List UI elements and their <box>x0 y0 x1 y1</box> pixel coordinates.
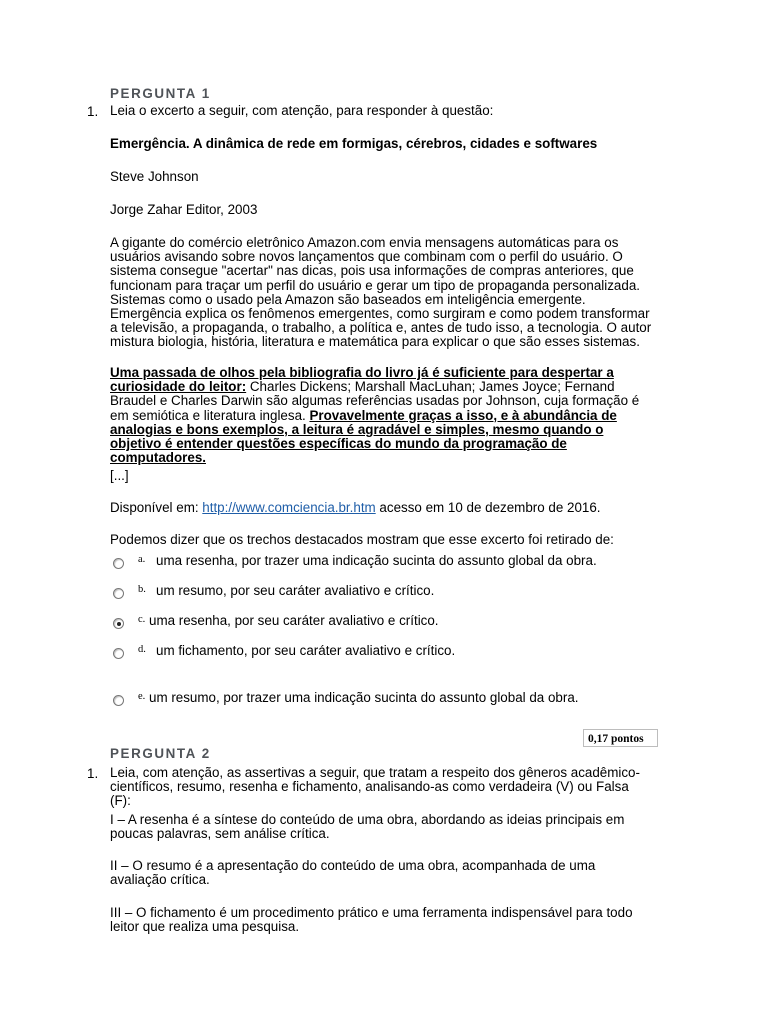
option-d-text: um fichamento, por seu caráter avaliativo e crítico. <box>156 643 456 658</box>
book-publisher: Jorge Zahar Editor, 2003 <box>110 202 258 217</box>
question-1-number: 1. <box>87 104 99 119</box>
radio-option-a[interactable] <box>113 558 124 569</box>
assertion-2: II – O resumo é a apresentação do conteúdo de uma obra, acompanhada de uma avaliação crítica. <box>110 858 596 888</box>
question-2-number: 1. <box>87 766 99 781</box>
source-link[interactable]: http://www.comciencia.br.htm <box>202 500 376 515</box>
excerpt-ellipsis: [...] <box>110 468 129 483</box>
book-title: Emergência. A dinâmica de rede em formigas, cérebros, cidades e softwares <box>110 136 598 151</box>
question-2-title: PERGUNTA 2 <box>110 746 211 761</box>
radio-option-b[interactable] <box>113 588 124 599</box>
radio-option-c[interactable] <box>113 618 124 629</box>
source-line <box>110 501 658 515</box>
source-prefix: Disponível em: <box>110 500 203 515</box>
points-badge: 0,17 pontos <box>583 729 658 747</box>
question-1-title: PERGUNTA 1 <box>110 86 211 101</box>
option-a-letter: a. <box>138 554 146 565</box>
radio-option-e[interactable] <box>113 695 124 706</box>
assertion-1: I – A resenha é a síntese do conteúdo de uma obra, abordando as ideias principais em poucas palavras, sem análise crítica. <box>110 812 625 842</box>
question-1-prompt: Podemos dizer que os trechos destacados mostram que esse excerto foi retirado de: <box>110 532 614 547</box>
option-c-text: uma resenha, por seu caráter avaliativo e crítico. <box>149 613 439 628</box>
highlighted-passage-2: Provavelmente graças a isso, e à abundância de analogias e bons exemplos, a leitura é agradável e simples, mesmo quando o objetivo é entender questões específicas do mundo da programação de computadores. <box>110 407 617 466</box>
excerpt-paragraph-1: A gigante do comércio eletrônico Amazon.com envia mensagens automáticas para os usuários avisando sobre novos lançamentos que combinam com o perfil do usuário. O sistema consegue "acertar" nas dicas, pois usa informações de compras anteriores, que funcionam para traçar um perfil do usuário e gerar um tipo de propaganda personalizada. Sistemas como o usado pela Amazon são baseados em inteligência emergente. Emergência explica os fenômenos emergentes, como surgiram e como podem transformar a televisão, a propaganda, o trabalho, a política e, antes de tudo isso, a tecnologia. O autor mistura biologia, história, literatura e matemática para explicar o que são esses sistemas. <box>110 235 652 350</box>
option-a-text: uma resenha, por trazer uma indicação sucinta do assunto global da obra. <box>156 553 597 568</box>
assertion-3: III – O fichamento é um procedimento prático e uma ferramenta indispensável para todo leitor que realiza uma pesquisa. <box>110 905 633 935</box>
option-b-letter: b. <box>138 584 146 595</box>
source-suffix: acesso em 10 de dezembro de 2016. <box>375 500 601 515</box>
highlighted-passage-1: Uma passada de olhos pela bibliografia do livro já é suficiente para despertar a curiosidade do leitor: <box>110 365 614 395</box>
book-author: Steve Johnson <box>110 169 199 184</box>
option-e-letter: e. <box>138 691 146 702</box>
excerpt-paragraph-2 <box>110 366 658 465</box>
option-c-letter: c. <box>138 614 146 625</box>
option-d-letter: d. <box>138 644 146 655</box>
excerpt-normal-text: Charles Dickens; Marshall MacLuhan; James Joyce; Fernand Braudel e Charles Darwin são algumas referências usadas por Johnson, cuja formação é em semiótica e literatura inglesa. <box>110 379 640 423</box>
radio-option-d[interactable] <box>113 648 124 659</box>
option-e-text: um resumo, por trazer uma indicação sucinta do assunto global da obra. <box>149 690 579 705</box>
question-2-intro: Leia, com atenção, as assertivas a seguir, que tratam a respeito dos gêneros acadêmico-científicos, resumo, resenha e fichamento, analisando-as como verdadeira (V) ou Falsa (F): <box>110 765 640 809</box>
question-1-intro: Leia o excerto a seguir, com atenção, para responder à questão: <box>110 103 494 118</box>
option-b-text: um resumo, por seu caráter avaliativo e crítico. <box>156 583 435 598</box>
